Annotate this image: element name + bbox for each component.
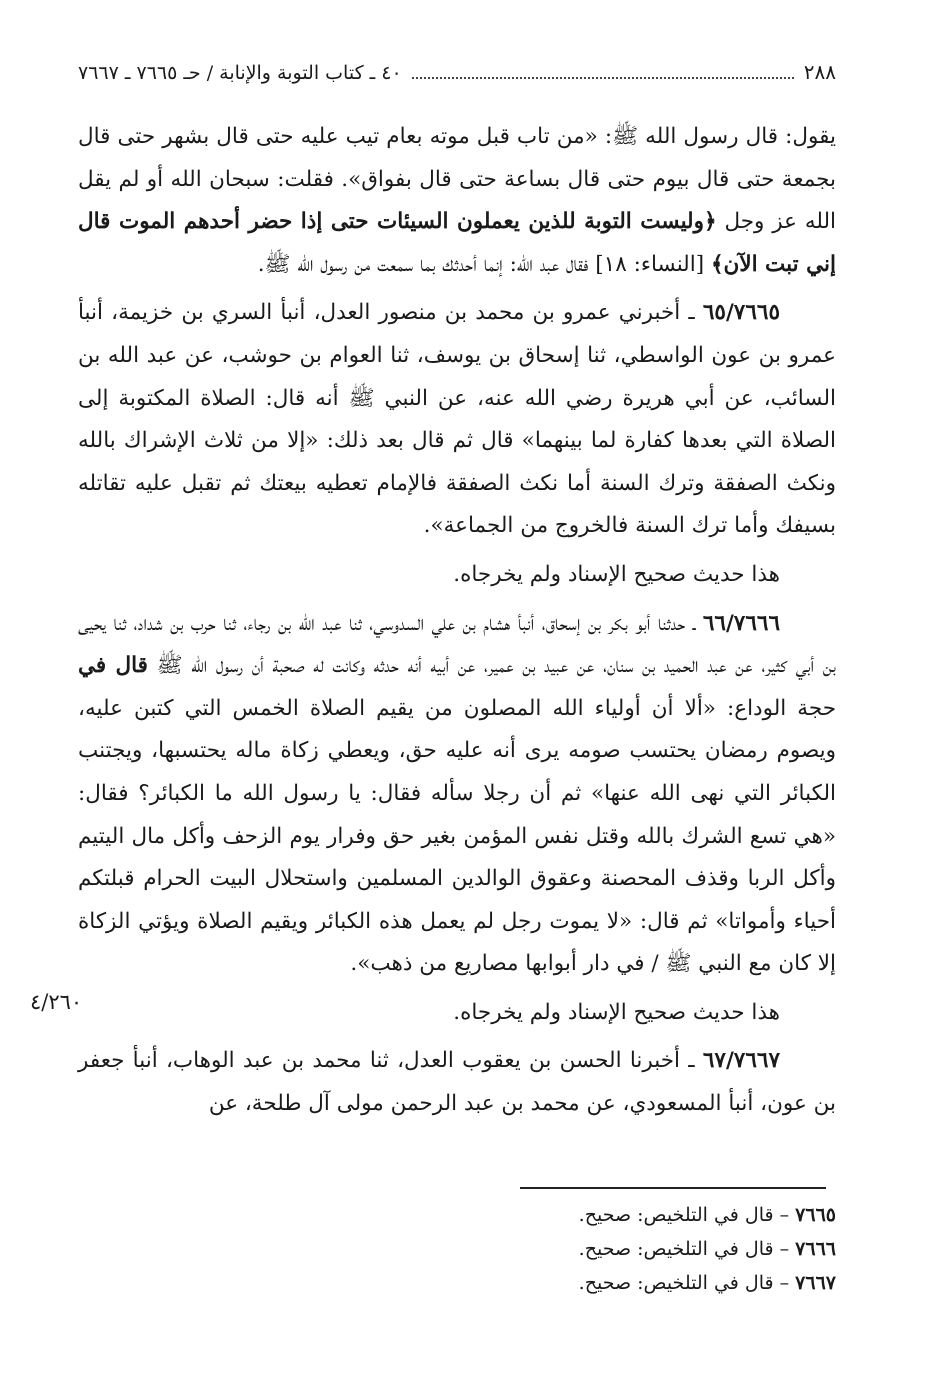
text-segment: [النساء: ١٨] فقال عبد الله: إنما أحدثك بما سمعت من رسول الله ﷺ.: [257, 251, 711, 277]
footnote: [400, 1198, 836, 1232]
footnote-text: – قال في التلخيص: صحيح.: [578, 1272, 796, 1294]
footnote: [400, 1232, 836, 1266]
hadith-verdict: [78, 554, 836, 597]
hadith-verdict: [78, 992, 836, 1035]
footnote: [400, 1266, 836, 1300]
bold-text-segment: ٦٦/٧٦٦٦: [702, 610, 780, 636]
footnotes: [400, 1198, 836, 1300]
header-leader-dots: [412, 67, 794, 79]
running-title: ٤٠ ـ كتاب التوبة والإنابة / حـ ٧٦٦٥ ـ ٧٦٦٧: [78, 62, 402, 84]
main-text: [78, 116, 836, 1126]
text-segment: ـ أخبرنا الحسن بن يعقوب العدل، ثنا محمد بن عبد الوهاب، أنبأ جعفر بن عون، أنبأ المسعودي، عن محمد بن عبد الرحمن مولى آل طلحة، عن: [78, 1048, 836, 1117]
page-number: ٢٨٨: [803, 60, 836, 84]
page-header: [78, 60, 836, 90]
footnote-separator: [520, 1187, 826, 1189]
footnote-text: – قال في التلخيص: صحيح.: [578, 1204, 796, 1226]
bold-text-segment: ٦٧/٧٦٦٧: [702, 1048, 780, 1074]
footnote-text: – قال في التلخيص: صحيح.: [578, 1238, 796, 1260]
footnote-number: ٧٦٦٧: [795, 1272, 836, 1294]
continuation-paragraph: [78, 116, 836, 286]
text-segment: هذا حديث صحيح الإسناد ولم يخرجاه.: [453, 999, 780, 1025]
text-segment: ـ أخبرني عمرو بن محمد بن منصور العدل، أنبأ السري بن خزيمة، أنبأ عمرو بن عون الواسطي، ثنا إسحاق بن يوسف، ثنا العوام بن حوشب، عن عبد الله بن السائب، عن أبي هريرة رضي الله عنه، عن النبي ﷺ أنه قال: الصلاة المكتوبة إلى الصلاة التي بعدها كفارة لما بينهما» قال ثم قال بعد ذلك: «إلا من ثلاث الإشراك بالله ونكث الصفقة وترك السنة أما نكث الصفقة فالإمام تعطيه بيعتك ثم تقبل عليه تقاتله بسيفك وأما ترك السنة فالخروج من الجماعة».: [78, 300, 836, 539]
text-segment: حجة الوداع: «ألا أن أولياء الله المصلون من يقيم الصلاة الخمس التي كتبن عليه، ويصوم رمضان يحتسب صومه يرى أنه عليه حق، ويعطي زكاة ماله يحتسبها، ويجتنب الكبائر التي نهى الله عنها» ثم أن رجلا سأله فقال: يا رسول الله ما الكبائر؟ فقال: «هي تسع الشرك بالله وقتل نفس المؤمن بغير حق وفرار يوم الزحف وأكل مال اليتيم وأكل الربا وقذف المحصنة وعقوق الوالدين المسلمين واستحلال البيت الحرام قبلتكم أحياء وأمواتا» ثم قال: «لا يموت رجل لم يعمل هذه الكبائر ويقيم الصلاة ويؤتي الزكاة إلا كان مع النبي ﷺ / في دار أبوابها مصاريع من ذهب».: [78, 695, 836, 977]
footnote-number: ٧٦٦٦: [795, 1238, 836, 1260]
text-segment: ـ حدثنا أبو بكر بن إسحاق، أنبأ هشام بن علي السدوسي، ثنا عبد الله بن رجاء، ثنا حرب بن شداد، ثنا يحيى بن أبي كثير، عن عبد الحميد بن سنان، عن عبيد بن عمير، عن أبيه أنه حدثه وكانت له صحبة أن رسول الله ﷺ: [78, 610, 836, 679]
hadith-paragraph: [78, 603, 836, 986]
bold-text-segment: ﴿وليست التوبة للذين يعملون السيئات حتى إذا حضر أحدهم الموت قال إني تبت الآن﴾: [78, 209, 836, 277]
footnote-number: ٧٦٦٥: [795, 1204, 836, 1226]
hadith-paragraph: [78, 1040, 836, 1125]
margin-volume-reference: ٤/٢٦٠: [30, 990, 83, 1014]
text-segment: هذا حديث صحيح الإسناد ولم يخرجاه.: [453, 561, 780, 587]
hadith-paragraph: [78, 292, 836, 548]
book-page: [78, 60, 836, 1132]
bold-text-segment: ٦٥/٧٦٦٥: [702, 300, 780, 326]
text-segment: يقول: قال رسول الله ﷺ: «من تاب قبل موته بعام تيب عليه حتى قال بشهر حتى قال بجمعة حتى قال بيوم حتى قال بساعة حتى قال بفواق». فقلت: سبحان الله أو لم يقل الله عز وجل: [78, 124, 836, 235]
bold-text-segment: قال في: [78, 653, 148, 679]
